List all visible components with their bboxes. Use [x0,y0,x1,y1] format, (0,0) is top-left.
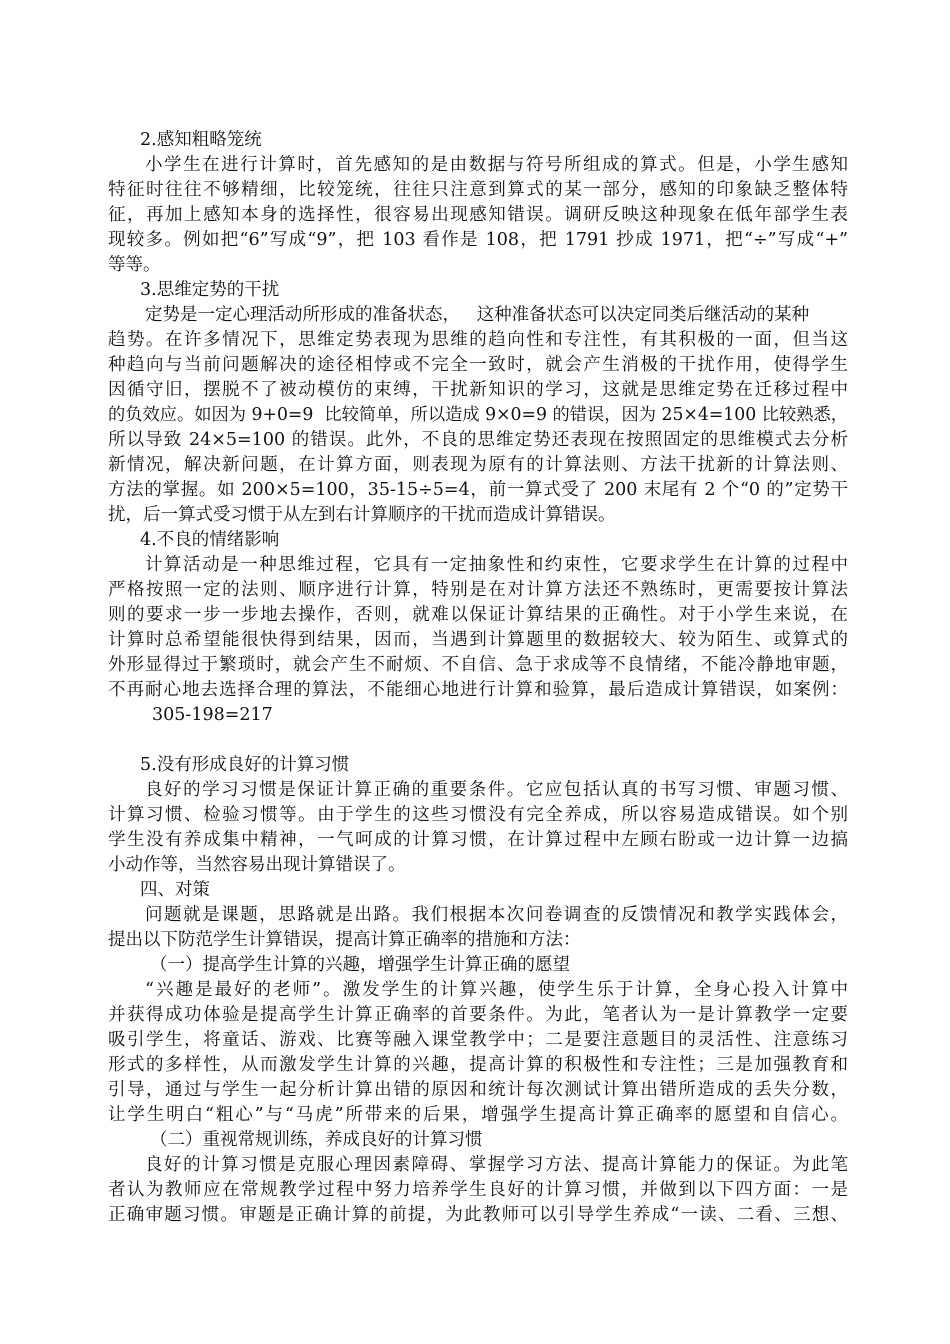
paragraph-line: 让学生明白“粗心”与“马虎”所带来的后果，增强学生提高计算正确率的愿望和自信心。 [108,1105,848,1125]
paragraph-line: 征，再加上感知本身的选择性，很容易出现感知错误。调研反映这种现象在低年部学生表 [108,205,848,225]
paragraph-line: 新情况，解决新问题，在计算方面，则表现为原有的计算法则、方法干扰新的计算法则、 [108,455,848,475]
section-heading: 5.没有形成良好的计算习惯 [140,755,350,775]
paragraph-line: 提出以下防范学生计算错误，提高计算正确率的措施和方法： [108,930,581,950]
paragraph-line: 特征时往往不够精细，比较笼统，往往只注意到算式的某一部分，感知的印象缺乏整体特 [108,180,848,200]
paragraph-line: 吸引学生，将童话、游戏、比赛等融入课堂教学中；二是要注意题目的灵活性、注意练习 [108,1030,848,1050]
paragraph-line: 学生没有养成集中精神，一气呵成的计算习惯，在计算过程中左顾右盼或一边计算一边搞 [108,830,848,850]
section-heading: 3.思维定势的干扰 [140,280,280,300]
paragraph-line: 扰，后一算式受习惯于从左到右计算顺序的干扰而造成计算错误。 [108,505,616,525]
paragraph-line: 问题就是课题，思路就是出路。我们根据本次问卷调查的反馈情况和教学实践体会， [145,905,848,925]
section-heading: 2.感知粗略笼统 [140,130,262,150]
paragraph-line: 则的要求一步一步地去操作，否则，就难以保证计算结果的正确性。对于小学生来说，在 [108,605,848,625]
paragraph-line: “兴趣是最好的老师”。激发学生的计算兴趣，使学生乐于计算，全身心投入计算中 [145,980,848,1000]
paragraph-line: 计算活动是一种思维过程，它具有一定抽象性和约束性，它要求学生在计算的过程中 [145,555,848,575]
paragraph-line: 良好的计算习惯是克服心理因素障碍、掌握学习方法、提高计算能力的保证。为此笔 [145,1155,848,1175]
paragraph-line: 小动作等，当然容易出现计算错误了。 [108,855,406,875]
paragraph-line: 小学生在进行计算时，首先感知的是由数据与符号所组成的算式。但是，小学生感知 [145,155,848,175]
paragraph-line: 种趋向与当前问题解决的途径相悖或不完全一致时，就会产生消极的干扰作用，使得学生 [108,355,848,375]
paragraph-line: 良好的学习习惯是保证计算正确的重要条件。它应包括认真的书写习惯、审题习惯、 [145,780,848,800]
paragraph-line: 的负效应。如因为 9+0=9 比较简单，所以造成 9×0=9 的错误，因为 25×4=100 比较熟悉， [108,405,848,425]
paragraph-line: 并获得成功体验是提高学生计算正确率的首要条件。为此，笔者认为一是计算教学一定要 [108,1005,848,1025]
paragraph-line: 不再耐心地去选择合理的算法，不能细心地进行计算和验算，最后造成计算错误，如案例： [108,680,848,700]
paragraph-line: 趋势。在许多情况下，思维定势表现为思维的趋向性和专注性，有其积极的一面，但当这 [108,330,848,350]
paragraph-line: 因循守旧，摆脱不了被动模仿的束缚，干扰新知识的学习，这就是思维定势在迁移过程中 [108,380,848,400]
subsection-heading: （二）重视常规训练，养成良好的计算习惯 [150,1130,483,1150]
paragraph-line: 计算习惯、检验习惯等。由于学生的这些习惯没有完全养成，所以容易造成错误。如个别 [108,805,848,825]
paragraph-line: 严格按照一定的法则、顺序进行计算，特别是在对计算方法还不熟练时，更需要按计算法 [108,580,848,600]
example-equation: 305-198=217 [152,705,273,725]
paragraph-line: 现较多。例如把“6”写成“9”，把 103 看作是 108，把 1791 抄成 1971，把“÷”写成“+” [108,230,848,250]
paragraph-line: 形式的多样性，从而激发学生计算的兴趣，提高计算的积极性和专注性；三是加强教育和 [108,1055,848,1075]
subsection-heading: （一）提高学生计算的兴趣，增强学生计算正确的愿望 [150,955,570,975]
paragraph-line: 等等。 [108,255,161,275]
section-heading: 四、对策 [140,880,210,900]
paragraph-line: 定势是一定心理活动所形成的准备状态， 这种准备状态可以决定同类后继活动的某种 [145,305,810,325]
paragraph-line: 计算时总希望能很快得到结果，因而，当遇到计算题里的数据较大、较为陌生、或算式的 [108,630,848,650]
paragraph-line: 外形显得过于繁琐时，就会产生不耐烦、不自信、急于求成等不良情绪，不能冷静地审题， [108,655,848,675]
section-heading: 4.不良的情绪影响 [140,530,280,550]
paragraph-line: 方法的掌握。如 200×5=100，35-15÷5=4，前一算式受了 200 末尾有 2 个“0 的”定势干 [108,480,848,500]
paragraph-line: 所以导致 24×5=100 的错误。此外，不良的思维定势还表现在按照固定的思维模式去分析 [108,430,848,450]
paragraph-line: 引导，通过与学生一起分析计算出错的原因和统计每次测试计算出错所造成的丢失分数， [108,1080,848,1100]
paragraph-line: 者认为教师应在常规教学过程中努力培养学生良好的计算习惯，并做到以下四方面：一是 [108,1180,848,1200]
paragraph-line: 正确审题习惯。审题是正确计算的前提，为此教师可以引导学生养成“一读、二看、三想、 [108,1205,848,1225]
